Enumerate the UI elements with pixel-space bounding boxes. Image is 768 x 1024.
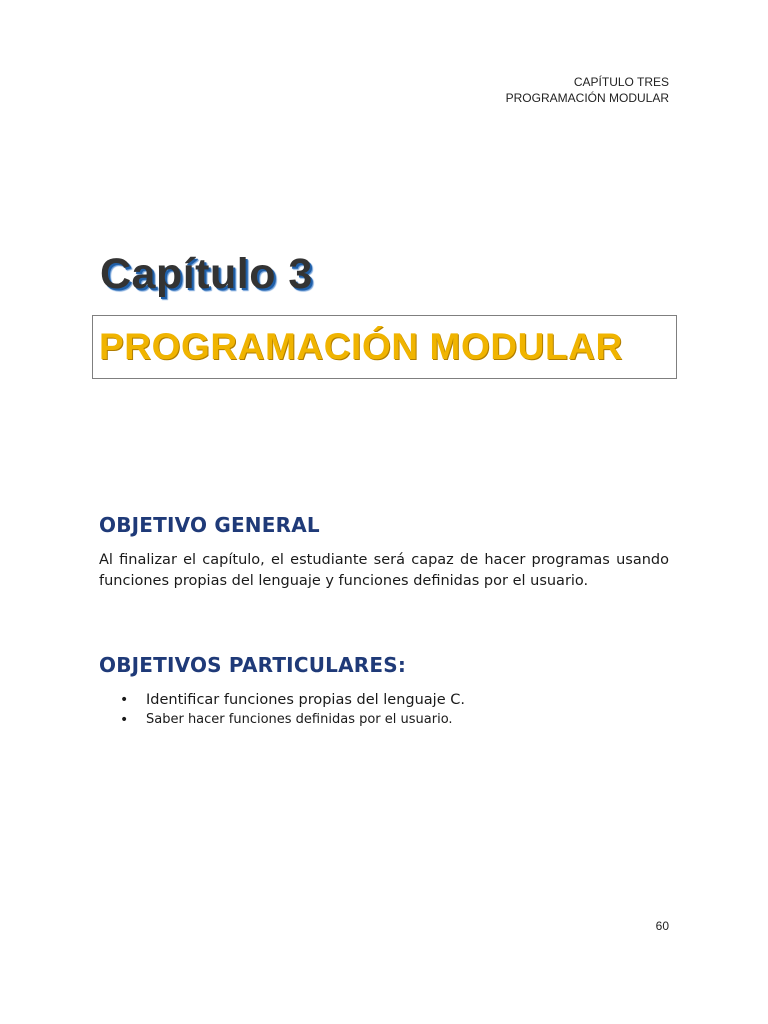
bullet-icon: • — [120, 712, 129, 728]
list-item — [120, 690, 465, 710]
list-item-text: Identificar funciones propias del lenguaje C. — [146, 692, 465, 708]
page-number: 60 — [655, 919, 669, 933]
running-header — [506, 74, 669, 106]
chapter-title: Capítulo 3 — [100, 250, 313, 298]
bullet-icon: • — [120, 692, 129, 708]
chapter-subtitle: PROGRAMACIÓN MODULAR — [99, 326, 623, 367]
general-objective-text: Al finalizar el capítulo, el estudiante será capaz de hacer programas usando funciones propias del lenguaje y funciones definidas por el usuario. — [99, 552, 669, 589]
general-objective-heading: OBJETIVO GENERAL — [99, 513, 320, 537]
particular-objectives-heading: OBJETIVOS PARTICULARES: — [99, 653, 407, 677]
running-header-chapter: CAPÍTULO TRES — [573, 75, 669, 89]
list-item — [120, 710, 465, 730]
chapter-subtitle-box — [92, 315, 677, 379]
list-item-text: Saber hacer funciones definidas por el usuario. — [146, 712, 453, 727]
running-header-topic: PROGRAMACIÓN MODULAR — [505, 91, 669, 105]
particular-objectives-list — [120, 690, 465, 730]
